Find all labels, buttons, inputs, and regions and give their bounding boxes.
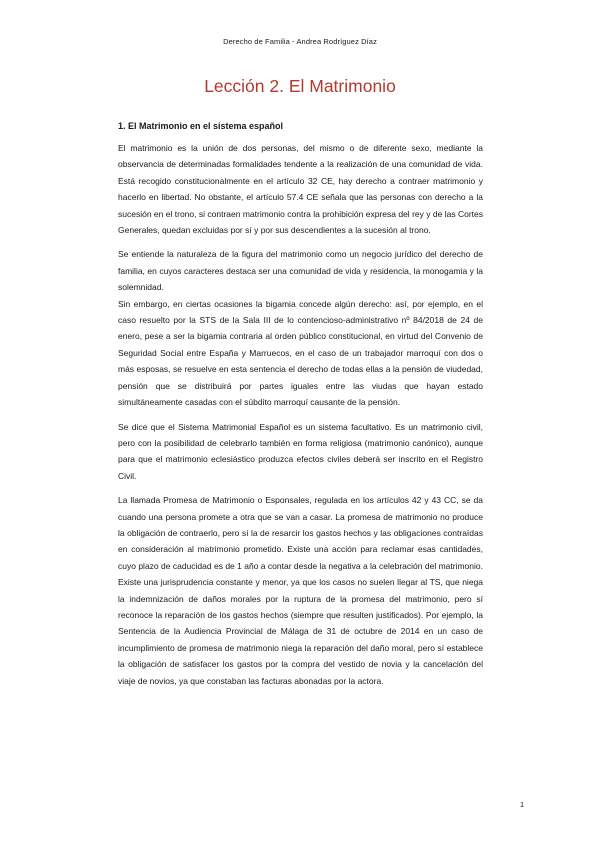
page-number: 1: [520, 800, 525, 809]
paragraph: Sin embargo, en ciertas ocasiones la bigamia concede algún derecho: así, por ejemplo, en el caso resuelto por la STS de la Sala III de lo contencioso-administrativo nº 84/2018 de 24 de enero, pese a ser la bigamia contraria al orden público constitucional, en virtud del Convenio de Seguridad Social entre España y Marruecos, en el caso de un trabajador marroquí con dos o más esposas, se resuelve en esta sentencia el derecho de todas ellas a la pensión de viudedad, pensión que se distribuirá por partes iguales entre las viudas que hayan estado simultáneamente casadas con el súbdito marroquí causante de la pensión.: [118, 298, 483, 408]
section-heading: 1. El Matrimonio en el sistema español: [118, 121, 284, 131]
page-title: Lección 2. El Matrimonio: [204, 76, 396, 96]
paragraph: Se entiende la naturaleza de la figura del matrimonio como un negocio jurídico del derecho de familia, en cuyos caracteres destaca ser una comunidad de vida y residencia, la monogamia y la solemnidad.: [118, 249, 483, 293]
paragraph: La llamada Promesa de Matrimonio o Esponsales, regulada en los artículos 42 y 43 CC, se da cuando una persona promete a otra que se van a casar. La promesa de matrimonio no produce la obligación de contraerlo, pero sí la de resarcir los gastos hechos y las obligaciones contraídas en consideración al matrimonio prometido. Existe una acción para reclamar esas cantidades, cuyo plazo de caducidad es de 1 año a contar desde la negativa a la celebración del matrimonio. Existe una jurisprudencia constante y menor, ya que los casos no suelen llegar al TS, que niega la indemnización de daños morales por la ruptura de la promesa del matrimonio, pero sí reconoce la reparación de los gastos hechos (siempre que resulten justificados). Por ejemplo, la Sentencia de la Audiencia Provincial de Málaga de 31 de octubre de 2014 en un caso de incumplimiento de promesa de matrimonio niega la reparación del daño moral, pero sí establece la obligación de satisfacer los gastos por la compra del vestido de novia y la cancelación del viaje de novios, ya que constaban las facturas abonadas por la actora.: [118, 495, 483, 686]
paragraph: El matrimonio es la unión de dos personas, del mismo o de diferente sexo, mediante la observancia de determinadas formalidades tendente a la realización de una comunidad de vida. Está recogido constitucionalmente en el artículo 32 CE, hay derecho a contraer matrimonio y hacerlo en libertad. No obstante, el artículo 57.4 CE señala que las personas con derecho a la sucesión en el trono, si contraen matrimonio contra la prohibición expresa del rey y de las Cortes Generales, quedan excluidas por sí y por sus descendientes a la sucesión al trono.: [118, 143, 483, 236]
body-text: [118, 140, 483, 697]
page-header: Derecho de Familia - Andrea Rodríguez Díaz: [223, 37, 377, 46]
paragraph: Se dice que el Sistema Matrimonial Español es un sistema facultativo. Es un matrimonio civil, pero con la posibilidad de celebrarlo también en forma religiosa (matrimonio canónico), aunque para que el matrimonio eclesiástico produzca efectos civiles deberá ser inscrito en el Registro Civil.: [118, 421, 483, 481]
